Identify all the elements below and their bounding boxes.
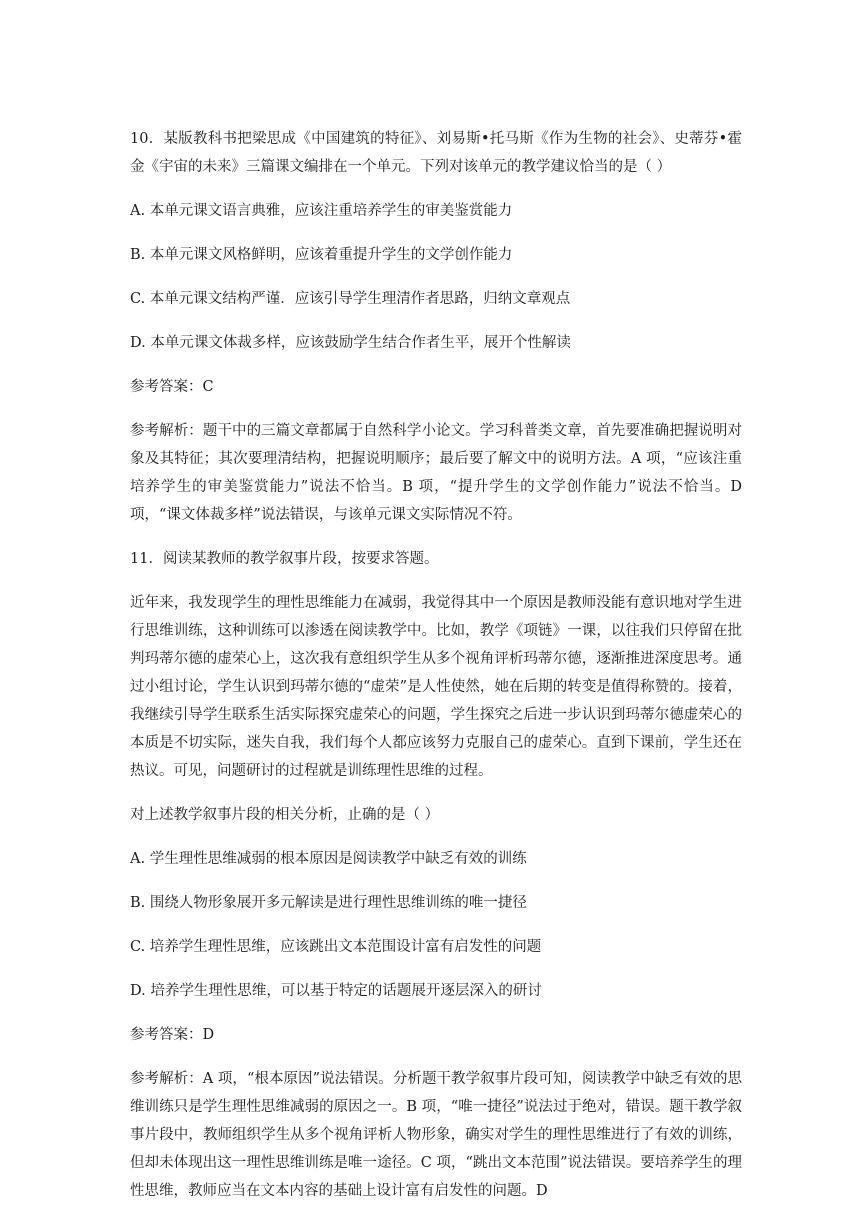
q11-option-c: C. 培养学生理性思维，应该跳出文本范围设计富有启发性的问题 (130, 939, 542, 955)
q10-answer: 参考答案：C (130, 379, 214, 395)
q11-analysis: 参考解析：A 项，“根本原因”说法错误。分析题干教学叙事片段可知，阅读教学中缺乏有效的思维训练只是学生理性思维减弱的原因之一。B 项，“唯一捷径”说法过于绝对，错误。题干教学叙事片段中，教师组织学生从多个视角评析人物形象，确实对学生的理性思维进行了有效的训练，但却未体现出这一理性思维训练是唯一途径。C 项，“跳出文本范围”说法错误。要培养学生的理性思维，教师应当在文本内容的基础上设计富有启发性的问题。D (130, 1071, 742, 1199)
q10-option-a: A. 本单元课文语言典雅，应该注重培养学生的审美鉴赏能力 (130, 203, 513, 219)
q10-stem: 10．某版教科书把梁思成《中国建筑的特征》、刘易斯•托马斯《作为生物的社会》、史蒂芬•霍金《宇宙的未来》三篇课文编排在一个单元。下列对该单元的教学建议恰当的是（ ） (130, 131, 742, 175)
q11-answer: 参考答案：D (130, 1027, 215, 1043)
q10-option-c: C. 本单元课文结构严谨．应该引导学生理清作者思路，归纳文章观点 (130, 291, 571, 307)
document-page (130, 125, 742, 1205)
q10-analysis: 参考解析：题干中的三篇文章都属于自然科学小论文。学习科普类文章，首先要准确把握说明对象及其特征；其次要理清结构，把握说明顺序；最后要了解文中的说明方法。A 项，“应该注重培养学生的审美鉴赏能力”说法不恰当。B 项，“提升学生的文学创作能力”说法不恰当。D 项，“课文体裁多样”说法错误，与该单元课文实际情况不符。 (130, 423, 742, 523)
q11-question: 对上述教学叙事片段的相关分析，止确的是（ ） (130, 807, 440, 823)
q11-option-b: B. 围绕人物形象展开多元解读是进行理性思维训练的唯一捷径 (130, 895, 527, 911)
q11-stem: 11．阅读某教师的教学叙事片段，按要求答题。 (130, 551, 439, 567)
q11-option-d: D. 培养学生理性思维，可以基于特定的话题展开逐层深入的研讨 (130, 983, 542, 999)
q10-option-d: D. 本单元课文体裁多样，应该鼓励学生结合作者生平，展开个性解读 (130, 335, 571, 351)
q11-option-a: A. 学生理性思维减弱的根本原因是阅读教学中缺乏有效的训练 (130, 851, 527, 867)
q11-passage: 近年来，我发现学生的理性思维能力在减弱，我觉得其中一个原因是教师没能有意识地对学生进行思维训练，这种训练可以渗透在阅读教学中。比如，教学《项链》一课，以往我们只停留在批判玛蒂尔德的虚荣心上，这次我有意组织学生从多个视角评析玛蒂尔德，逐渐推进深度思考。通过小组讨论，学生认识到玛蒂尔德的“虚荣”是人性使然，她在后期的转变是值得称赞的。接着，我继续引导学生联系生活实际探究虚荣心的问题，学生探究之后进一步认识到玛蒂尔德虚荣心的本质是不切实际，迷失自我，我们每个人都应该努力克服自己的虚荣心。直到下课前，学生还在热议。可见，问题研讨的过程就是训练理性思维的过程。 (130, 595, 742, 779)
q10-option-b: B. 本单元课文风格鲜明，应该着重提升学生的文学创作能力 (130, 247, 513, 263)
